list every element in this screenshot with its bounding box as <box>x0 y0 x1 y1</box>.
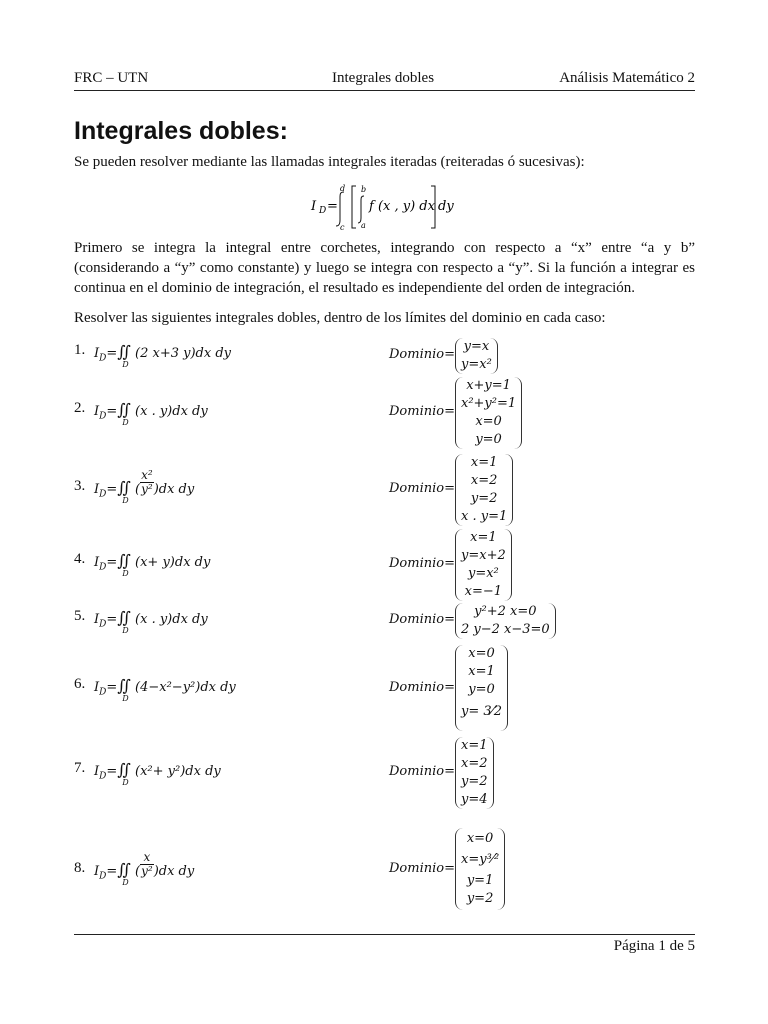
exercise-6: 6. $I_D=∬$ D (4−x²−y²)dx dy <box>74 676 236 703</box>
svg-text:=: = <box>327 199 338 214</box>
page-header <box>74 70 695 88</box>
page-title: Integrales dobles: <box>74 117 288 145</box>
domain-label: Dominio= <box>389 764 455 779</box>
formula-integrand: f (x , y) dx <box>369 199 435 214</box>
double-integral-icon: ∬ D <box>117 608 131 635</box>
exercise-integrand: (x . y)dx dy <box>135 612 208 627</box>
domain-system: x=0 x=y³⁄² y=1 y=2 <box>455 828 505 910</box>
exercise-number: 7. <box>74 760 86 776</box>
outer-upper: d <box>340 184 346 193</box>
exercise-4: 4. $I_D=∬$ D (x+ y)dx dy <box>74 551 211 578</box>
domain-system: x=1 x=2 y=2 x . y=1 <box>455 454 513 526</box>
exercise-number: 5. <box>74 608 86 624</box>
formula-svg <box>310 182 470 230</box>
exercise-number: 1. <box>74 342 86 358</box>
header-right: Análisis Matemático 2 <box>559 70 695 86</box>
domain-label: Dominio= <box>389 861 455 876</box>
header-center: Integrales dobles <box>332 70 435 86</box>
domain-eq: y=x <box>463 339 490 354</box>
exercise-number: 6. <box>74 676 86 692</box>
inner-integral-sign <box>358 196 364 223</box>
domain-system <box>455 338 498 374</box>
intro-text: Se pueden resolver mediante las llamadas integrales iteradas (reiteradas ó sucesivas): <box>74 154 585 170</box>
inner-upper: b <box>361 185 367 194</box>
footer-rule <box>74 934 695 935</box>
double-integral-icon: ∬ D <box>117 342 131 369</box>
exercise-5: 5. $I_D=∬$ D (x . y)dx dy <box>74 608 208 635</box>
domain-system: y²+2 x=0 2 y−2 x−3=0 <box>455 603 556 639</box>
exercise-number: 2. <box>74 400 86 416</box>
domain-label: Dominio= <box>389 556 455 571</box>
domain-label: Dominio= <box>389 612 455 627</box>
exercise-8: 8. $I_D=∬$ D ( $\frac{x}{\text{y²}}$ )dx dy <box>74 850 195 887</box>
domain-label: Dominio= <box>389 347 455 362</box>
double-integral-icon: ∬ D <box>117 551 131 578</box>
double-integral-icon: ∬ D <box>117 860 131 887</box>
exercise-number: 4. <box>74 551 86 567</box>
formula-lhs: I <box>311 199 317 214</box>
left-bracket <box>352 186 356 228</box>
double-integral-icon: ∬ D <box>117 676 131 703</box>
exercise-integrand: (x . y)dx dy <box>135 404 208 419</box>
domain-eq: y=x² <box>461 357 492 372</box>
double-integral-icon: ∬ D <box>117 400 131 427</box>
domain-system: x=0 x=1 y=0 y= 3⁄2 <box>455 645 508 731</box>
exercise-integrand: (4−x²−y²)dx dy <box>135 680 236 695</box>
domain-system: x=1 x=2 y=2 y=4 <box>455 737 494 809</box>
domain-system: x+y=1 x²+y²=1 x=0 y=0 <box>455 377 522 449</box>
domain-label: Dominio= <box>389 680 455 695</box>
exercise-2: 2. $I_D=∬$ D (x . y)dx dy <box>74 400 208 427</box>
exercise-7: 7. $I_D=∬$ D (x²+ y²)dx dy <box>74 760 221 787</box>
iterated-integral-formula <box>310 182 470 230</box>
exercise-integrand: (2 x+3 y)dx dy <box>135 346 232 361</box>
double-integral-icon: ∬ D <box>117 760 131 787</box>
exercise-integrand: (x²+ y²)dx dy <box>135 764 221 779</box>
double-integral-icon: ∬ D <box>117 478 131 505</box>
explanation-paragraph: Primero se integra la integral entre corchetes, integrando con respecto a “x” entre “a y b” (considerando a “y” como constante) y luego se integra con respecto a “y”. Si la función a integrar es continua en el dominio de integración, el resultado es independiente del orden de integración. <box>74 240 695 296</box>
formula-lhs-sub: D <box>319 206 327 216</box>
domain-label: Dominio= <box>389 404 455 419</box>
exercise-number: 3. <box>74 478 86 494</box>
domain-system: x=1 y=x+2 y=x² x=−1 <box>455 529 512 601</box>
exercise-number: 8. <box>74 860 86 876</box>
inner-lower: a <box>361 221 366 230</box>
formula-dy: dy <box>438 199 454 214</box>
exercise-1: 1. $I_D=∬$ D (2 x+3 y)dx dy <box>74 342 232 369</box>
header-rule <box>74 90 695 91</box>
instruction-text: Resolver las siguientes integrales dobles, dentro de los límites del dominio en cada caso: <box>74 310 606 326</box>
exercise-3: 3. $I_D=∬$ D ( $\frac{\text{x²}}{\text{y²}}$ )dx dy <box>74 468 195 505</box>
exercise-integrand: (x+ y)dx dy <box>135 555 211 570</box>
page-number: Página 1 de 5 <box>613 938 695 954</box>
outer-lower: c <box>340 223 345 230</box>
domain-label: Dominio= <box>389 481 455 496</box>
header-left: FRC – UTN <box>74 70 149 86</box>
